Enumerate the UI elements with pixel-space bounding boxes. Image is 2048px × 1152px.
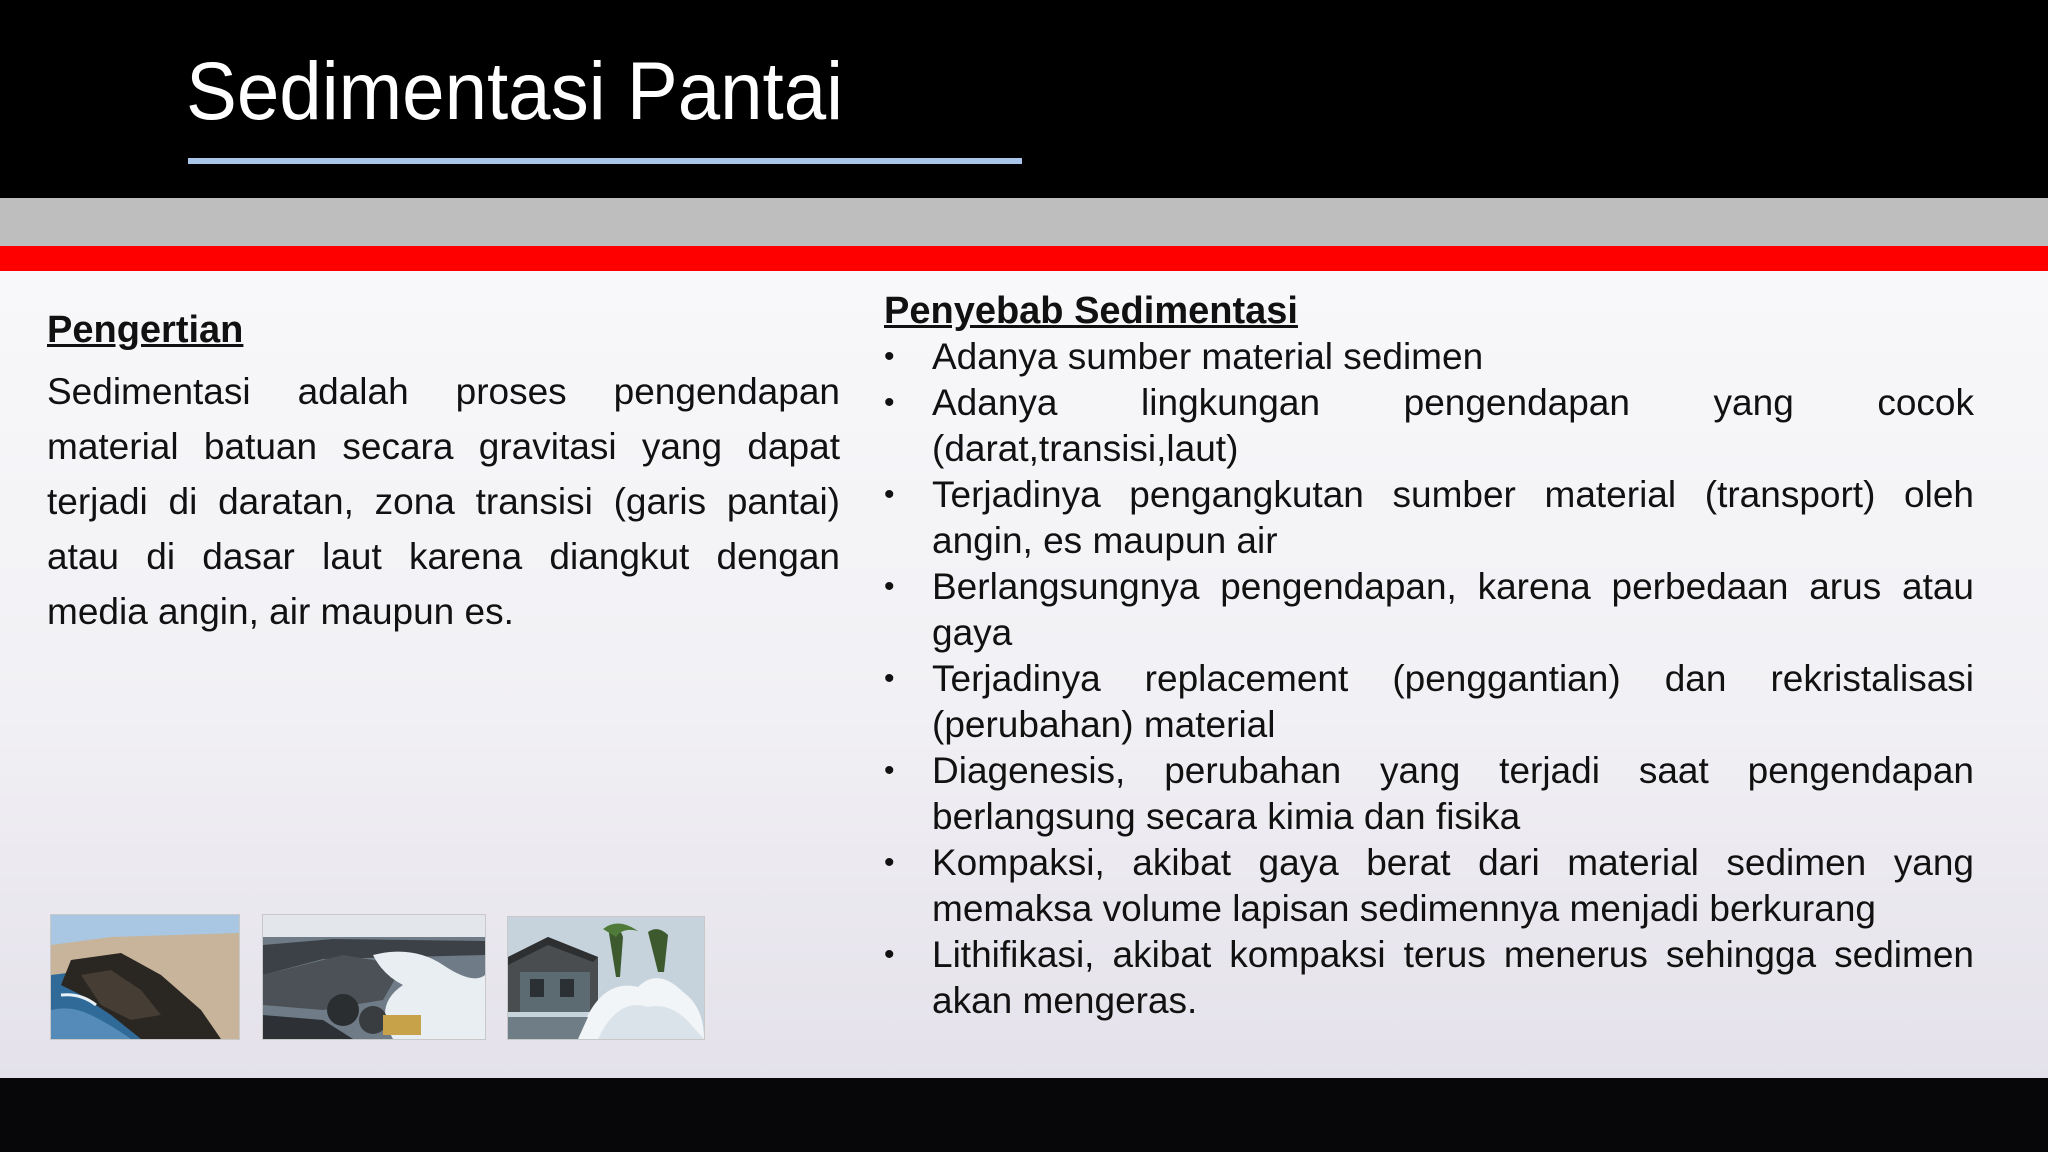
list-item-text: Berlangsungnya pengendapan, karena perbedaan arus atau gaya	[932, 566, 1974, 653]
bullet-icon: •	[884, 386, 895, 419]
title-underline	[188, 158, 1022, 164]
list-item-text: Adanya lingkungan pengendapan yang cocok (darat,transisi,laut)	[932, 382, 1974, 469]
list-item-text: Kompaksi, akibat gaya berat dari material sedimen yang memaksa volume lapisan sedimennya menjadi berkurang	[932, 842, 1974, 929]
list-item	[884, 932, 1974, 1024]
house-waves-photo	[507, 916, 705, 1040]
grey-band	[0, 198, 2048, 246]
slide-footer	[0, 1078, 2048, 1152]
red-band	[0, 246, 2048, 271]
bullet-icon: •	[884, 478, 895, 511]
bullet-icon: •	[884, 662, 895, 695]
bullet-icon: •	[884, 754, 895, 787]
list-item	[884, 334, 1974, 380]
list-item-text: Terjadinya pengangkutan sumber material (transport) oleh angin, es maupun air	[932, 474, 1974, 561]
coastal-cliff-photo	[50, 914, 240, 1040]
list-item-text: Lithifikasi, akibat kompaksi terus menerus sehingga sedimen akan mengeras.	[932, 934, 1974, 1021]
causes-list	[884, 334, 1974, 1024]
bullet-icon: •	[884, 846, 895, 879]
list-item	[884, 656, 1974, 748]
seawall-waves-photo	[262, 914, 486, 1040]
list-item	[884, 840, 1974, 932]
bullet-icon: •	[884, 340, 895, 373]
causes-section	[884, 288, 1974, 1024]
list-item	[884, 380, 1974, 472]
list-item	[884, 564, 1974, 656]
slide-header	[0, 0, 2048, 198]
list-item-text: Terjadinya replacement (penggantian) dan rekristalisasi (perubahan) material	[932, 658, 1974, 745]
definition-heading: Pengertian	[47, 309, 244, 351]
bullet-icon: •	[884, 570, 895, 603]
list-item	[884, 748, 1974, 840]
definition-section	[47, 308, 840, 639]
list-item	[884, 472, 1974, 564]
list-item-text: Adanya sumber material sedimen	[932, 336, 1484, 377]
slide-title: Sedimentasi Pantai	[186, 46, 844, 137]
bullet-icon: •	[884, 938, 895, 971]
definition-text: Sedimentasi adalah proses pengendapan material batuan secara gravitasi yang dapat terjadi di daratan, zona transisi (garis pantai) atau di dasar laut karena diangkut dengan media angin, air maupun es.	[47, 371, 840, 632]
list-item-text: Diagenesis, perubahan yang terjadi saat pengendapan berlangsung secara kimia dan fisika	[932, 750, 1974, 837]
causes-heading: Penyebab Sedimentasi	[884, 290, 1298, 332]
